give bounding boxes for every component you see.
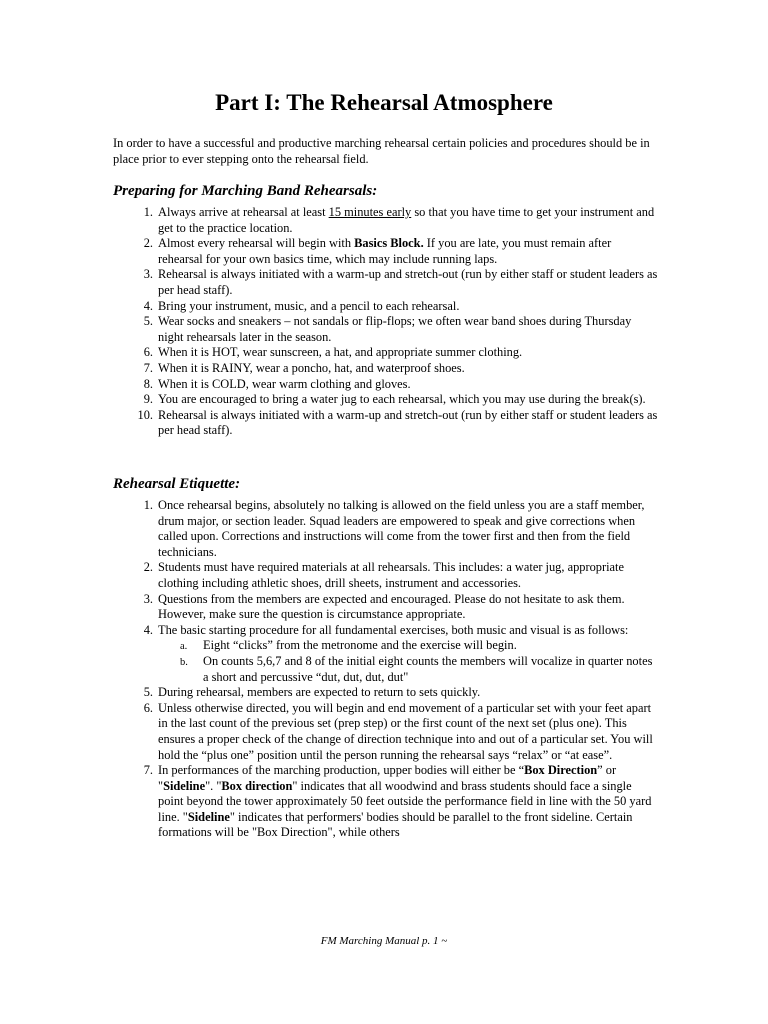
list-item-text: You are encouraged to bring a water jug to each rehearsal, which you may use during the break(s).: [158, 392, 646, 407]
list-item-text: When it is HOT, wear sunscreen, a hat, and appropriate summer clothing.: [158, 345, 523, 360]
list-number: 4.: [143, 298, 153, 313]
bold-text: Sideline: [163, 778, 206, 793]
list-item: [113, 361, 658, 377]
list-number: 3.: [143, 267, 153, 282]
sub-list-letter: a.: [180, 641, 188, 653]
list-item: [113, 377, 658, 393]
list-number: 6.: [143, 700, 153, 715]
list-item-text: " indicates that all woodwind and brass students should face a single point beyond the tower approximately 50 feet outside the performance field in line with the 50 yard line. ": [158, 778, 652, 824]
list-item-text: Wear socks and sneakers – not sandals or flip-flops; we often wear band shoes during Thursday night rehearsals later in the season.: [158, 314, 632, 344]
bold-text: Box direction: [221, 778, 293, 793]
list-item-text: Students must have required materials at all rehearsals. This includes: a water jug, appropriate clothing including athletic shoes, drill sheets, instrument and accessories.: [158, 560, 624, 590]
list-number: 9.: [143, 392, 153, 407]
list-item: [113, 267, 658, 298]
list-item-text: The basic starting procedure for all fundamental exercises, both music and visual is as follows:: [158, 622, 629, 637]
list-item-text: If you are late, you must remain after rehearsal for your own basics time, which may include running laps.: [158, 236, 612, 266]
list-number: 7.: [143, 763, 153, 778]
list-item-text: so that you have time to get your instrument and get to the practice location.: [158, 205, 655, 235]
list-number: 3.: [143, 591, 153, 606]
list-number: 4.: [143, 622, 153, 637]
list-item: [113, 392, 658, 408]
list-item: [113, 763, 658, 841]
list-item-text: Always arrive at rehearsal at least: [158, 205, 329, 219]
list-item-text: Once rehearsal begins, absolutely no talking is allowed on the field unless you are a staff member, drum major, or section leader. Squad leaders are empowered to speak and give corrections when called upon. Corrections and instructions will come from the tower first and then from the field technicians.: [158, 498, 645, 559]
etiquette-list: [113, 498, 658, 841]
bold-text: Box Direction: [524, 763, 598, 778]
list-item: [113, 205, 658, 236]
sub-list-letter: b.: [180, 656, 188, 668]
page-footer: FM Marching Manual p. 1 ~: [320, 935, 448, 947]
list-item-text: When it is RAINY, wear a poncho, hat, and waterproof shoes.: [158, 360, 465, 375]
sub-list-item: [158, 638, 658, 654]
list-number: 10.: [137, 407, 153, 422]
list-item-text: In performances of the marching production, upper bodies will either be “: [158, 763, 525, 778]
list-item: [113, 623, 658, 685]
list-item: [113, 498, 658, 560]
sub-list-item-text: Eight “clicks” from the metronome and the exercise will begin.: [203, 638, 517, 653]
list-item: [113, 592, 658, 623]
page-title: Part I: The Rehearsal Atmosphere: [215, 90, 553, 115]
underlined-text: 15 minutes early: [328, 205, 412, 219]
list-item-text: Rehearsal is always initiated with a warm-up and stretch-out (run by either staff or student leaders as per head staff).: [158, 267, 658, 297]
bold-text: Sideline: [187, 809, 230, 824]
list-item-text: Questions from the members are expected and encouraged. Please do not hesitate to ask them. However, make sure the question is circumstance appropriate.: [158, 591, 625, 622]
list-item: [113, 314, 658, 345]
sub-list-item-text: On counts 5,6,7 and 8 of the initial eight counts the members will vocalize in quarter notes a short and percussive “dut, dut, dut, dut": [203, 653, 653, 684]
list-item: [113, 236, 658, 267]
list-number: 6.: [143, 345, 153, 360]
list-item-text: Bring your instrument, music, and a pencil to each rehearsal.: [158, 298, 460, 313]
list-item-text: Almost every rehearsal will begin with: [158, 236, 355, 251]
list-number: 2.: [143, 560, 153, 575]
list-number: 5.: [143, 685, 153, 700]
list-number: 5.: [143, 314, 153, 329]
list-item-text: During rehearsal, members are expected to return to sets quickly.: [158, 685, 481, 700]
list-number: 1.: [143, 498, 153, 512]
list-item-text: " indicates that performers' bodies should be parallel to the front sideline. Certain formations will be "Box Direction", while others: [158, 809, 633, 840]
list-item-text: When it is COLD, wear warm clothing and gloves.: [158, 376, 411, 391]
list-item: [113, 408, 658, 439]
intro-paragraph: In order to have a successful and productive marching rehearsal certain policies and procedures should be in place prior to ever stepping onto the rehearsal field.: [113, 136, 650, 166]
sub-list-item: [158, 654, 658, 685]
list-item: [113, 299, 658, 315]
section-heading-preparing: Preparing for Marching Band Rehearsals:: [113, 183, 378, 199]
list-item: [113, 560, 658, 591]
list-item: [113, 701, 658, 763]
section-heading-etiquette: Rehearsal Etiquette:: [113, 476, 241, 492]
list-item-text: Rehearsal is always initiated with a warm-up and stretch-out (run by either staff or student leaders as per head staff).: [158, 407, 658, 438]
list-number: 1.: [143, 205, 153, 219]
list-item-text: ". ": [205, 778, 222, 793]
preparing-list: [113, 205, 658, 439]
list-item: [113, 345, 658, 361]
list-item-text: ” or ": [158, 763, 617, 793]
sub-list: [158, 638, 658, 685]
list-number: 7.: [143, 360, 153, 375]
list-item-text: Unless otherwise directed, you will begin and end movement of a particular set with your feet apart in the last count of the previous set (prep step) or the first count of the next set (plus one). This ensures a proper check of the change of direction technique into and out of a particular set. You will hold the “plus one” position until the person running the rehearsal says “relax” or “at ease”.: [158, 700, 653, 762]
list-number: 2.: [143, 236, 153, 251]
list-number: 8.: [143, 376, 153, 391]
bold-text: Basics Block.: [354, 236, 424, 251]
list-item: [113, 685, 658, 701]
